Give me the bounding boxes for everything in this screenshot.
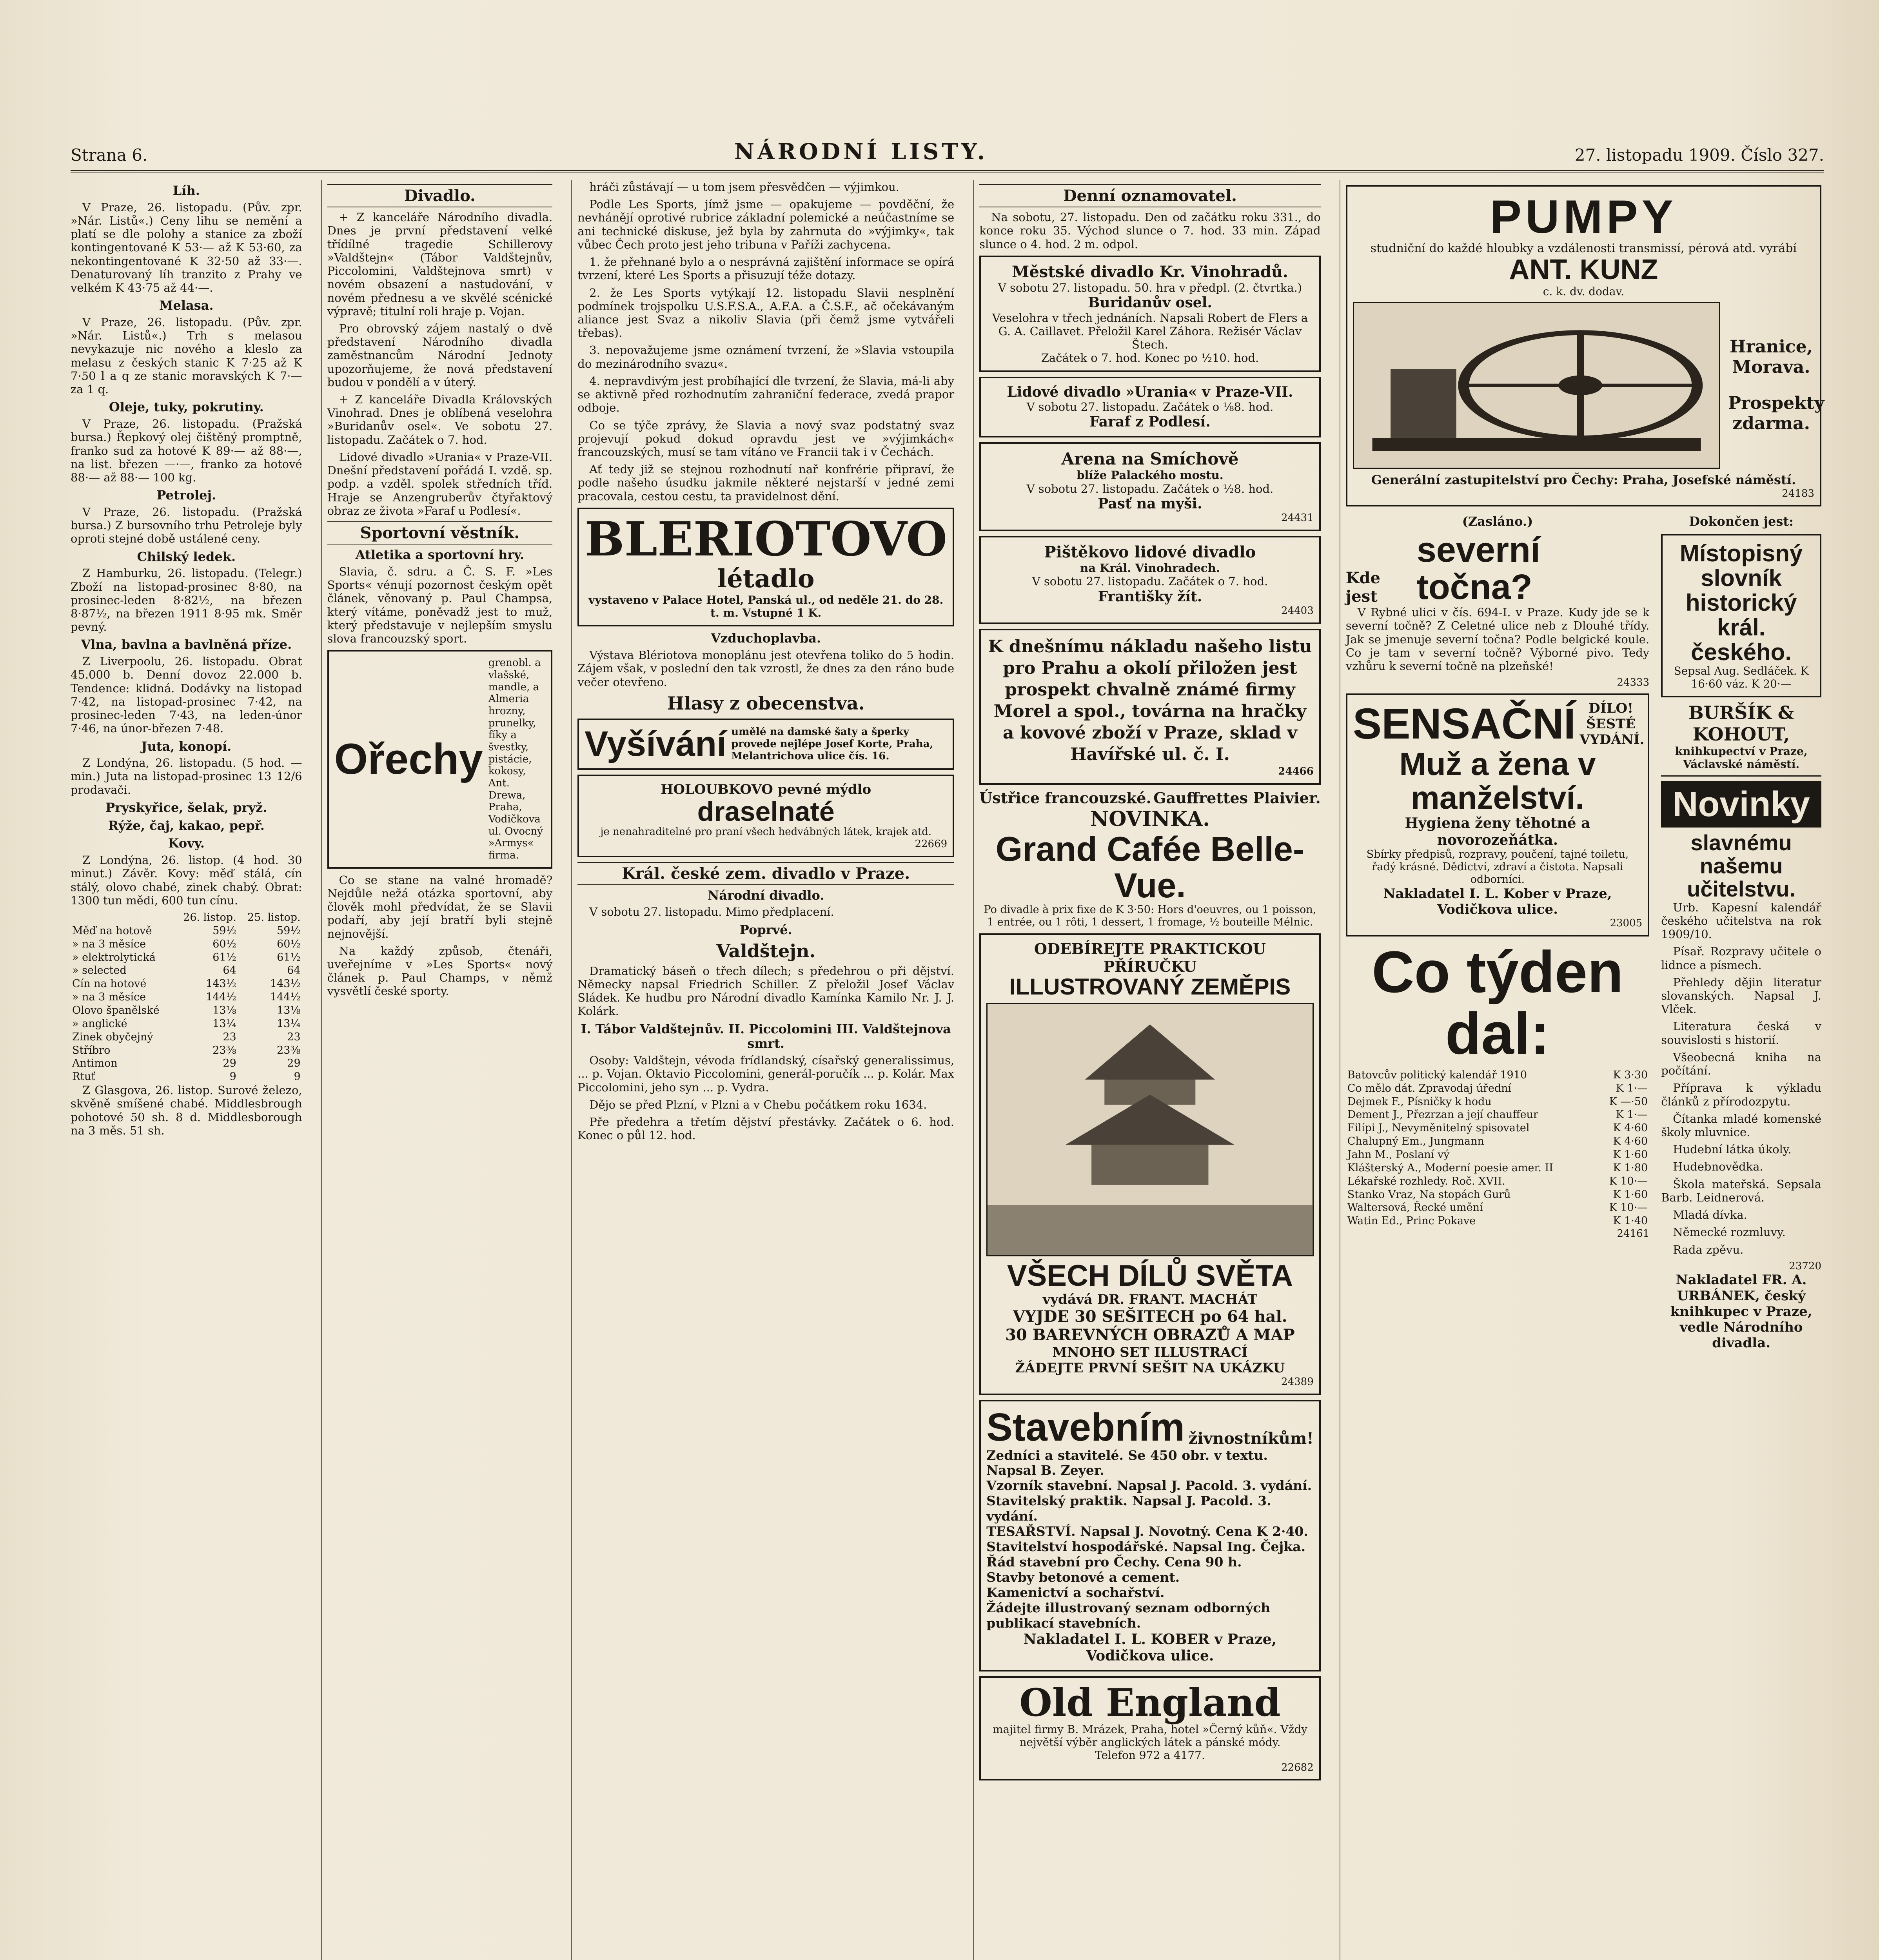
metal-name: » elektrolytická [72,951,156,964]
ad-zemepis [979,933,1321,1395]
ad-tocna-text: V Rybné ulici v čís. 694-I. v Praze. Kudy jde se k severní točně? Z Celetné ulice neb z Dlouhé třídy. Jak se jmenuje severní točna? Podle belgické koule. Co je tam v severní točně? Výborné pivo. Tedy vzhůru k severní točně na plzeňské! [1345,606,1650,673]
ad-vsech-line5: MNOHO SET ILLUSTRACÍ [1052,1344,1248,1360]
sport-text: Podle Les Sports, jímž jsme — opakujeme — povděční, že nevhánějí oprotivé rubrice základní polemické a neúčastníme se ani technické diskuse, jež byla by zahrnuta do »výjimky«, tak vůbec Čech proto jest jeho tribuna v Paříži zachycena. [577,198,955,251]
metal-name: Olovo španělské [72,1004,160,1017]
ad-urbanek: Nakladatel FR. A. URBÁNEK, český knihkupec v Praze, vedle Národního divadla. [1670,1272,1812,1351]
metal-name: Zinek obyčejný [72,1031,153,1043]
ad-grand-title: Grand Cafée Belle-Vue. [995,829,1305,905]
book-price: K 1·60 [1613,1149,1648,1161]
list-item: Stavby betonové a cement. [986,1570,1180,1585]
ad-pumpy-title: PUMPY [1490,191,1677,243]
ad-subcolumns [1346,511,1821,1351]
metal-name: » anglické [72,1017,127,1030]
list-item: Vzorník stavební. Napsal J. Pacold. 3. vydání. [986,1478,1312,1494]
table-header-row [71,911,302,924]
book-price: K —·50 [1609,1095,1648,1108]
ledek-text: Z Hamburku, 26. listopadu. (Telegr.) Zboží na listopad-prosinec 8·80, na prosinec-leden 8·82½, na březen 8·87½, na březen 1911 8·95 mk. Směr pevný. [71,566,302,634]
section-juta: Juta, konopí. [141,739,232,754]
table-row [1346,1201,1649,1214]
ad-code: 23720 [1789,1260,1821,1272]
section-vzducho: Vzduchoplavba. [711,631,821,646]
list-item: Přehledy dějin literatur slovanských. Napsal J. Vlček. [1661,975,1821,1016]
book-price: K 1·60 [1613,1188,1648,1201]
metal-price: 144½ [206,991,236,1004]
ad-novinky-banner [1661,781,1821,828]
ad-pumpy-body [1353,298,1825,473]
list-item: Písař. Rozpravy učitele o lidnce a písmech. [1661,945,1821,972]
metal-price: 13⅛ [212,1004,236,1017]
book-title: Dejmek F., Písničky k hodu [1347,1095,1492,1108]
ad-tocna-title: severní točna? [1416,530,1540,607]
pistek-subtitle: na Král. Vinohradech. [1080,561,1220,575]
pagoda-illustration-icon [988,1004,1313,1255]
ad-hygiena-text: Sbírky předpisů, rozpravy, poučení, tajné toiletu, řadý krásné. Dědictví, zdraví a čistota. Napsali odborníci. [1366,848,1629,886]
ad-code: 24466 [1278,765,1314,777]
book-title: Chalupný Em., Jungmann [1347,1135,1484,1148]
list-item: Rada zpěvu. [1673,1243,1744,1256]
metal-price: 59½ [212,924,236,937]
ad-ustrice-row [979,789,1321,807]
list-item: Řád stavební pro Čechy. Cena 90 h. [986,1554,1242,1570]
table-row [71,1031,302,1044]
section-kral-divadlo: Král. české zem. divadlo v Praze. [577,862,954,885]
page-number: Strana 6. [71,145,148,165]
ad-tocna-pre: Kde jest [1345,568,1380,606]
table-row [1346,1082,1649,1095]
metal-name: » na 3 měsíce [72,938,146,950]
book-title: Co mělo dát. Zpravodaj úřední [1347,1082,1512,1094]
metal-price: 13¼ [212,1017,236,1030]
ad-kunz-sub: c. k. dv. dodav. [1543,285,1624,298]
ad-sensacni-header [1353,700,1645,748]
column-announcements [973,180,1326,1960]
theatre-vinohrady [979,256,1321,372]
list-item: TESAŘSTVÍ. Napsal J. Novotný. Cena K 2·40. [986,1524,1308,1539]
theatre-urania [979,377,1321,437]
ad-vsech-line1: VŠECH DÍLŮ SVĚTA [1007,1259,1293,1293]
list-item: Čítanka mladé komenské školy mluvnice. [1661,1112,1821,1139]
masthead-title: NÁRODNÍ LISTY. [734,139,988,165]
ad-subcolumn-right [1661,511,1821,1351]
ad-code: 22682 [1281,1761,1314,1773]
urania-title: Lidové divadlo »Urania« v Praze-VII. [1007,383,1293,400]
list-item: Stavitelský praktik. Napsal J. Pacold. 3. vydání. [986,1493,1271,1524]
ad-bursik-sub: knihkupectví v Praze, Václavské náměstí. [1675,744,1808,771]
section-oznamovatel: Denní oznamovatel. [979,184,1321,207]
book-price: K 4·60 [1613,1135,1648,1148]
section-vlna: Vlna, bavlna a bavlněná příze. [81,637,292,652]
ad-stavebni-header [986,1407,1314,1448]
metal-name: Antimon [72,1057,118,1070]
book-price: K 4·60 [1613,1122,1648,1134]
ad-zemepis-line1: ODEBÍREJTE PRAKTICKOU PŘÍRUČKU [1034,940,1266,975]
column-advertisements [1340,180,1827,1960]
book-price: K 1·— [1616,1109,1648,1121]
divadlo-text: Lidové divadlo »Urania« v Praze-VII. Dnešní představení pořádá I. vzdě. sp. podp. a vzděl. spolek středních tříd. Hraje se Anzengruberův čtyřaktový obraz ze života »Faraf u Podlesí«. [327,450,553,517]
ad-zemepis-illustration [986,1003,1314,1256]
subsection-narodni-divadlo: Národní divadlo. [707,887,824,903]
ad-old-title: Old England [1019,1680,1281,1725]
metal-price: 9 [229,1071,236,1083]
table-row [1346,1161,1649,1175]
ad-kober2: Nakladatel I. L. Kober v Praze, Vodičkova ulice. [1383,886,1612,918]
ad-vysivani-title: Vyšívání [585,724,727,764]
sport-text: 1. že přehnané bylo a o nesprávná zajištění informace se opírá tvrzení, které Les Sports a přisuzují téže dotazy. [577,255,955,282]
metal-price: 143½ [206,978,236,990]
divider [1661,775,1821,777]
table-row [71,924,302,938]
list-item: Příprava k výkladu článků z přírodozpytu. [1661,1081,1821,1108]
list-item: Kamenictví a sochařství. [986,1584,1165,1600]
table-row [1346,1148,1649,1161]
ad-code: 24389 [1281,1376,1314,1388]
metal-price: 61½ [277,951,301,964]
ad-novinka: NOVINKA. [1090,807,1210,831]
book-price: K 1·40 [1613,1215,1648,1227]
melasa-text: V Praze, 26. listopadu. (Pův. zpr. »Nár. Listů«.) Trh s melasou nevykazuje nic nového a kleslo za melasu z českých stanic K 7·25 až K 7·50 l a q ze stanic moravských K 7·— za 1 q. [71,316,302,396]
cotyden-table [1346,1069,1649,1228]
ad-prospekty: Prospekty zdarma. [1728,393,1825,434]
metal-price: 64 [287,964,301,977]
kral-date: V sobotu 27. listopadu. Mimo předplacení. [589,905,834,919]
ad-grand-text: Po divadle à prix fixe de K 3·50: Hors d'oeuvres, ou 1 poisson, 1 entrée, ou 1 rôti, 1 dessert, 1 fromage, ½ bouteille Mélnic. [984,904,1316,928]
issue-date: 27. listopadu 1909. Číslo 327. [1574,145,1824,165]
ad-code: 24431 [1281,512,1314,524]
ad-vysivani [577,719,954,770]
ad-orechy [327,650,553,868]
sport-text: Ať tedy již se stejnou rozhodnutí nař konfrérie připraví, že podle našeho úsudku jakmile některé nejstarší v jedné zemi pracovala, cestou cestu, ta pravidelnost dění. [577,463,955,503]
pump-illustration [1353,302,1720,469]
table-row [71,1070,302,1083]
ad-novinky-title: Novinky [1672,784,1810,824]
ad-bleriot [577,508,954,627]
book-title: Waltersová, Řecké umění [1347,1201,1483,1214]
urania-play: Faraf z Podlesí. [1089,414,1211,430]
metal-price: 60½ [212,938,236,950]
section-hlasy: Hlasy z obecenstva. [667,692,865,714]
book-price: K 1·80 [1613,1161,1648,1174]
ad-old-tel: Telefon 972 a 4177. [1095,1748,1205,1762]
book-title: Filípi J., Nevyměnitelný spisovatel [1347,1122,1530,1134]
ad-sensacni-title: SENSAČNÍ [1353,700,1576,748]
ad-kober: Nakladatel I. L. KOBER v Praze, Vodičkova ulice. [1023,1631,1277,1664]
ad-ustrice: Ústřice francouzské. [979,789,1151,807]
dokoncen-label: Dokončen jest: [1689,514,1794,529]
metal-price: 23⅜ [212,1044,236,1056]
metal-name: » na 3 měsíce [72,991,146,1004]
table-row [71,964,302,977]
vzducho-text: Výstava Blériotova monoplánu jest otevřena toliko do 5 hodin. Zájem však, v poslední den tak vzrostl, že dnes za den ráno bude večer otevřeno. [577,648,955,689]
book-title: Lékařské rozhledy. Roč. XVII. [1347,1175,1505,1187]
metal-price: 144½ [270,991,301,1004]
kovy-text: Z Londýna, 26. listop. (4 hod. 30 minut.) Závěr. Kovy: měď stálá, cín stálý, olovo chabé, zinek chabý. Obrat: 1300 tun mědi, 600 tun cínu. [71,853,302,907]
book-title: Klášterský A., Moderní poesie amer. II [1347,1161,1553,1174]
sport-text: 4. nepravdivým jest probíhající dle tvrzení, že Slavia, má-li aby se aktivně před rozhodnutím zahraniční federace, zvedá prapor odboje. [577,374,955,415]
section-kovy: Kovy. [168,836,205,851]
smichov-play: Pasť na myši. [1098,495,1202,512]
ad-vsech-line3: VYJDE 30 SEŠITECH po 64 hal. [1013,1307,1287,1326]
section-oleje: Oleje, tuky, pokrutiny. [109,399,264,415]
book-title: Jahn M., Poslaní vý [1347,1149,1450,1161]
ad-stavebni-title: Stavebním [986,1405,1185,1449]
pump-machine-icon [1354,303,1719,468]
ad-vsech-line6: ŽÁDEJTE PRVNÍ SEŠIT NA UKÁZKU [1015,1360,1285,1376]
list-item: Žádejte illustrovaný seznam odborných publikací stavebních. [986,1600,1271,1631]
ad-bleriot-title: BLERIOTOVO [585,511,948,567]
section-divadlo: Divadlo. [327,184,553,207]
kral-end: Dějo se před Plzní, v Plzni a v Chebu počátkem roku 1634. [589,1098,927,1111]
section-ryze: Rýže, čaj, kakao, pepř. [108,818,265,833]
ad-sensacni [1346,693,1649,936]
metal-name: Měď na hotově [72,924,152,937]
zaslano-label: (Zasláno.) [1462,514,1533,529]
ad-kunz-cz: Generální zastupitelství pro Čechy: Praha, Josefské náměstí. [1371,472,1796,488]
table-row [71,951,302,964]
oznamovatel-text: Na sobotu, 27. listopadu. Den od začátku roku 331., do konce roku 35. Východ slunce o 7. hod. 33 min. Západ slunce o 4. hod. 2 m. odpol. [979,211,1321,251]
list-item: Urb. Kapesní kalendář českého učitelstva na rok 1909/10. [1661,900,1821,941]
list-item: Všeobecná kniha na počítání. [1661,1050,1821,1078]
running-head [71,133,1824,172]
metal-price: 13¼ [277,1017,301,1030]
metal-name: Stříbro [72,1044,111,1056]
ad-stavebni [979,1400,1321,1671]
table-row [71,938,302,951]
columns [71,180,1827,1960]
pistek-title: Pištěkovo lidové divadlo [1044,543,1256,561]
ad-bleriot-sub: létadlo [717,564,815,593]
kral-note: Pře předehra a třetím dějství přestávky. Začátek o 6. hod. Konec o půl 12. hod. [577,1115,955,1142]
section-melasa: Melasa. [159,298,214,313]
table-header-cell: 26. listop. [183,911,236,924]
ad-hygiena: Hygiena ženy těhotné a novorozeňátka. [1405,815,1590,848]
kral-desc: Dramatický báseň o třech dílech; s předehrou o při dějství. Německy napsal Friedrich Schiller. Z přeložil Josef Václav Sládek. Ke hudbu pro Národní divadlo Kamínka Kamilo Nr. J. J. Kolárk. [577,964,955,1018]
metal-price: 143½ [270,978,301,990]
book-title: Dement J., Přezrzan a její chauffeur [1347,1109,1538,1121]
ad-bleriot-info: vystaveno v Palace Hotel, Panská ul., od neděle 21. do 28. t. m. Vstupné 1 K. [588,593,944,620]
table-row [71,991,302,1004]
kral-parts: I. Tábor Valdštejnův. II. Piccolomini III. Valdštejnova smrt. [581,1021,951,1051]
metal-name: » selected [72,964,127,977]
list-item: Stavitelství hospodářské. Napsal Ing. Čejka. [986,1539,1306,1555]
column-market-reports [71,180,308,1960]
metal-price: 60½ [277,938,301,950]
oleje-text: V Praze, 26. listopadu. (Pražská bursa.) Řepkový olej čištěný promptně, franko sud za hotové K 89·— až 88·—, na list. březen —·—, franko za hotové 88·— až 88·— 100 kg. [71,417,302,484]
vlna-text: Z Liverpoolu, 26. listopadu. Obrat 45.000 b. Denní dovoz 22.000 b. Tendence: klidná. Dodávky na listopad 7·42, na listopad-prosinec 7·42, na prosinec-leden 7·43, na leden-únor 7·46, na únor-březen 7·48. [71,655,302,735]
table-row [1346,1069,1649,1082]
ad-code: 24333 [1617,677,1650,689]
subsection-atletika: Atletika a sportovní hry. [355,547,525,563]
sport-text: Slavia, č. sdru. a Č. S. F. »Les Sports« vénují pozornost českým opět článek, věnovaný p. Paul Champsa, který vítáme, poněvadž jest to muž, který představuje v nejlepším smyslu slova francouzský sport. [327,564,553,646]
smichov-date: V sobotu 27. listopadu. Začátek o ½8. hod. [1026,482,1274,495]
ad-vsech-line4: 30 BAREVNÝCH OBRAZŮ A MAP [1005,1326,1295,1345]
lih-text: V Praze, 26. listopadu. (Pův. zpr. »Nár. Listů«.) Ceny lihu se nemění a platí se dle polohy a stanice za zboží kontingentované K 53·— až K 53·60, za nekontingentované K 32·50 až 33·—. Denaturovaný líh tranzito z Prahy ve velkém K 43·75 až 44·—. [71,200,302,295]
kral-cast: Osoby: Valdštejn, vévoda frídlandský, císařský generalissimus, ... p. Vojan. Oktavio Piccolomini, generál-poručík ... p. Kolár. Max Piccolomini, jeho syn ... p. Vydra. [577,1054,955,1094]
ad-mistopis [1661,534,1821,697]
ad-mistopis-title: Místopisný slovník historický král. českého. [1679,540,1803,666]
divadlo-text: Pro obrovský zájem nastalý o dvě představení Národního divadla zaměstnancům Národní Jednoty upozorňujeme, že nová představení budou v pondělí a v úterý. [327,321,553,389]
metal-price: 9 [294,1071,301,1083]
ad-cotyden-title: Co týden dal: [1372,938,1623,1067]
list-item: Hudební látka úkoly. [1673,1143,1792,1156]
section-ledek: Chilský ledek. [137,549,236,564]
ad-nakladu-text: K dnešnímu nákladu našeho listu pro Prahu a okolí přiložen jest prospekt chvalně známé firmy Morel a spol., továrna na hračky a kovové zboží v Praze, sklad v Havířské ul. č. I. [988,636,1312,764]
metal-price: 64 [223,964,236,977]
table-row [1346,1108,1649,1122]
smichov-subtitle: blíže Palackého mostu. [1077,468,1224,482]
ad-mydlo-line2: draselnaté [697,796,835,827]
theatre-pistek [979,536,1321,624]
section-sport: Sportovní věstník. [327,521,553,544]
book-price: K 3·30 [1613,1069,1648,1081]
ad-novinky-sub: slavnému našemu učitelstvu. [1687,830,1796,901]
metal-price: 29 [223,1057,236,1070]
list-item: Hudebnovědka. [1673,1160,1763,1174]
vinohrady-play: Buridanův osel. [1087,294,1212,311]
table-header-cell: 25. listop. [247,911,301,924]
kral-premiere: Poprvé. [739,922,792,937]
ad-zemepis-line2: ILLUSTROVANÝ ZEMĚPIS [1009,974,1291,1000]
sport-text: Co se stane na valné hromadě? Nejdůle nežá otázka sportovní, aby člověk mohl předvídat, že se Slavii podaří, aby její bratří byli stejně nejnovější. [327,873,553,940]
ad-old-england [979,1676,1321,1781]
ad-gauffrettes: Gauffrettes Plaivier. [1153,789,1321,807]
table-row [71,1057,302,1070]
table-row [71,1017,302,1031]
ad-pumpy [1346,185,1825,506]
list-item: Zedníci a stavitelé. Se 450 obr. v textu. Napsal B. Zeyer. [986,1447,1268,1478]
list-item: Literatura česká v souvislosti s historií. [1661,1020,1821,1047]
ad-mydlo-line1: HOLOUBKOVO pevné mýdlo [661,781,871,797]
column-sport-ads [571,180,960,1960]
glasgow-text: Z Glasgova, 26. listop. Surové železo, skvěně smíšené chabé. Middlesbrough pohotové 50 sh. 8 d. Middlesborough na 3 měs. 51 sh. [71,1083,302,1137]
table-row [1346,1214,1649,1228]
ad-hranice: Hranice, Morava. [1729,337,1813,377]
urania-date: V sobotu 27. listopadu. Začátek o ⅛8. hod. [1026,400,1274,414]
book-title: Watin Ed., Princ Pokave [1347,1215,1476,1227]
divadlo-text: + Z kanceláře Národního divadla. Dnes je první představení velké třídílné tragedie Schillerovy »Valdštejn« (Tábor Valdštejnův, Piccolomini, Valdštejnova smrt) v novém obsazení a nastudování, v novém přednesu a ve skvělé scénické výpravě; titulní roli hraje p. Vojan. [327,211,553,318]
ad-orechy-title: Ořechy [334,735,483,784]
ad-mydlo-line3: je nenahraditelné pro praní všech hedvábných látek, krajek atd. [600,826,932,838]
ad-holoubkovo-mydlo [577,775,954,857]
table-header-cell [71,911,174,924]
ad-code: 24161 [1617,1228,1650,1240]
book-title: Stanko Vraz, Na stopách Gurů [1347,1188,1511,1201]
sport-text: 3. nepovažujeme jsme oznámení tvrzení, že »Slavia vstoupila do mezinárodního svazu«. [577,343,955,370]
table-row [1346,1122,1649,1135]
ad-orechy-text: grenobl. a vlašské, mandle, a Almeria hrozny, prunelky, fíky a švestky, pistácie, kokosy, Ant. Drewa, Praha, Vodičkova ul. Ovocný »Armys« firma. [488,657,543,861]
table-row [1346,1135,1649,1148]
section-petrolej: Petrolej. [156,488,216,503]
metal-price: 61½ [212,951,236,964]
table-row [71,1004,302,1017]
metal-price-table [71,911,302,1083]
vinohrady-desc: Veselohra v třech jednáních. Napsali Robert de Flers a G. A. Caillavet. Přeložil Karel Záhora. Režisér Václav Štech. [992,311,1308,352]
kral-play-title: Valdštejn. [716,940,816,962]
metal-price: 13⅛ [277,1004,301,1017]
metal-price: 23⅜ [277,1044,301,1056]
ad-nakladu-morel [979,629,1321,785]
sport-text: Co se týče zprávy, že Slavia a nový svaz podstatný svaz projevují pokud dokud opravdu jest ve »výjimkách« francouzských, musí se tam vítáno ve Francii tak i v Čechách. [577,418,955,459]
pistek-date: V sobotu 27. listopadu. Začátek o 7. hod. [1032,575,1268,588]
ad-code: 22669 [915,838,948,850]
book-price: K 10·— [1609,1201,1648,1214]
ad-pumpy-side [1728,337,1825,434]
ad-code: 24403 [1281,604,1314,617]
book-title: Batovcův politický kalendář 1910 [1347,1069,1527,1081]
metal-name: Rtuť [72,1071,96,1083]
metal-price: 59½ [277,924,301,937]
ad-stavebni-side: živnostníkům! [1188,1429,1314,1448]
ad-pumpy-sub: studniční do každé hloubky a vzdálenosti transmissí, pérová atd. vyrábí [1370,241,1797,255]
list-item: Německé rozmluvy. [1673,1225,1786,1239]
theatre-smichov [979,442,1321,531]
table-row [71,977,302,991]
smichov-title: Arena na Smíchově [1061,449,1239,468]
list-item: Mladá dívka. [1673,1208,1747,1222]
metal-price: 23 [223,1031,236,1043]
book-price: K 10·— [1609,1175,1648,1187]
ad-bursik: BURŠÍK & KOHOUT, [1688,702,1794,745]
table-row [1346,1188,1649,1201]
ad-subcolumn-left [1346,511,1649,1351]
section-lih: Líh. [172,183,200,198]
petrolej-text: V Praze, 26. listopadu. (Pražská bursa.) Z bursovního trhu Petroleje byly oproti stejné době ustálené ceny. [71,505,302,546]
sport-text: Na každý způsob, čtenáři, uveřejníme v »Les Sports« nový článek p. Paul Champs, v němž vysvětlí české sporty. [327,944,553,998]
ad-old-text: majitel firmy B. Mrázek, Praha, hotel »Černý kůň«. Vždy největší výběr anglických látek a pánské módy. [992,1722,1307,1749]
juta-text: Z Londýna, 26. listopadu. (5 hod. —min.) Juta na listopad-prosinec 13 12/6 prodavači. [71,756,302,797]
ad-code: 24183 [1782,487,1814,499]
metal-name: Cín na hotové [72,978,147,990]
ad-muz-zena: Muž a žena v manželství. [1399,746,1596,816]
section-pryskyrice: Pryskyřice, šelak, pryž. [105,800,267,815]
metal-price: 23 [287,1031,301,1043]
ad-vsech-line2: vydává DR. FRANT. MACHÁT [1042,1292,1258,1308]
column-theatre-sport [321,180,558,1960]
vinohrady-date: V sobotu 27. listopadu. 50. hra v předpl. (2. čtvrtka.) [998,281,1302,295]
list-item: Škola mateřská. Sepsala Barb. Leidnerová. [1661,1177,1821,1204]
metal-price: 29 [287,1057,301,1070]
pistek-play: Františky žít. [1098,588,1202,605]
table-row [1346,1175,1649,1188]
divadlo-text: + Z kanceláře Divadla Královských Vinohrad. Dnes je oblíbená veselohra »Buridanův osel«. Ve sobotu 27. listopadu. Začátek o 7. hod. [327,393,553,446]
table-row [1346,1095,1649,1109]
ad-sensacni-side: DÍLO! ŠESTÉ VYDÁNÍ. [1579,700,1645,748]
table-row [71,1044,302,1057]
sport-text: 2. že Les Sports vytýkají 12. listopadu Slavii nesplnění podmínek trojspolku U.S.F.S.A., A.F.A. a Č.S.F., ač očekávaným aliance jest Svaz a nikoliv Slavia (při čemž jsme vytvářeli třebas). [577,286,955,340]
book-price: K 1·— [1616,1082,1648,1094]
ad-code: 23005 [1610,917,1643,929]
vinohrady-time: Začátek o 7. hod. Konec po ½10. hod. [1041,351,1259,365]
ad-tocna-header [1346,532,1649,606]
ad-kunz-name: ANT. KUNZ [1509,254,1658,286]
sport-text: hráči zůstávají — u tom jsem přesvědčen — výjimkou. [589,180,900,194]
ad-grand-cafe [979,789,1321,929]
ad-mistopis-sub: Sepsal Aug. Sedláček. K 16·60 váz. K 20·— [1674,664,1809,691]
ad-vysivani-text: umělé na damské šaty a šperky provede nejlépe Josef Korte, Praha, Melantrichova ulice čís. 16. [731,726,933,762]
vinohrady-title: Městské divadlo Kr. Vinohradů. [1012,262,1288,281]
